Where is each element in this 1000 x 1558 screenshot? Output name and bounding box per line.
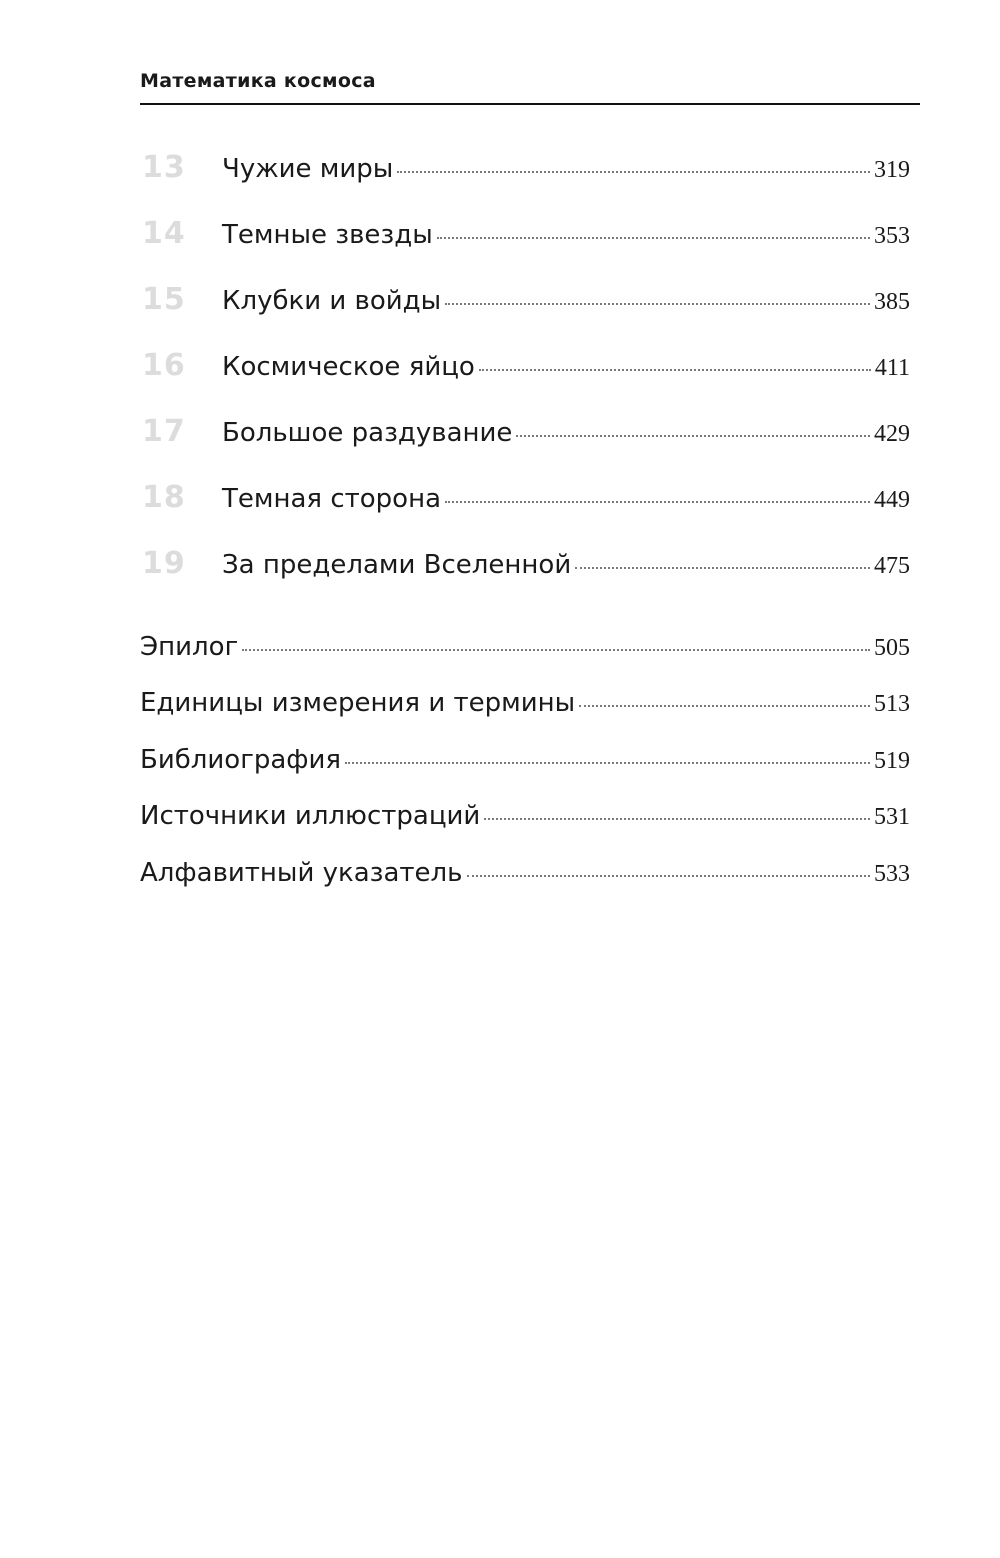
dot-leader bbox=[575, 567, 870, 569]
backmatter-title: Источники иллюстраций bbox=[140, 801, 481, 831]
toc-backmatter-entry[interactable] bbox=[140, 801, 910, 831]
chapter-number: 18 bbox=[142, 480, 186, 515]
page-number: 411 bbox=[874, 355, 910, 381]
page-number: 475 bbox=[874, 553, 910, 579]
chapter-number: 17 bbox=[142, 414, 186, 449]
backmatter-title: Эпилог bbox=[140, 632, 239, 662]
page-number: 429 bbox=[874, 421, 910, 447]
dot-leader bbox=[242, 649, 870, 651]
dot-leader bbox=[579, 705, 870, 707]
page-number: 519 bbox=[874, 748, 910, 774]
chapter-title: Темные звезды bbox=[222, 220, 433, 250]
toc-chapter-entry[interactable] bbox=[0, 216, 1000, 260]
backmatter-title: Библиография bbox=[140, 745, 342, 775]
toc-backmatter-entry[interactable] bbox=[140, 858, 910, 888]
toc-chapter-entry[interactable] bbox=[0, 414, 1000, 458]
page-number: 319 bbox=[874, 157, 910, 183]
chapter-title: Чужие миры bbox=[222, 154, 394, 184]
toc-chapter-entry[interactable] bbox=[0, 150, 1000, 194]
dot-leader bbox=[445, 303, 870, 305]
dot-leader bbox=[437, 237, 870, 239]
running-title: Математика космоса bbox=[140, 70, 376, 92]
chapter-title: Темная сторона bbox=[222, 484, 442, 514]
toc-chapter-entry[interactable] bbox=[0, 546, 1000, 590]
chapter-title: За пределами Вселенной bbox=[222, 550, 572, 580]
toc-backmatter-entry[interactable] bbox=[140, 632, 910, 662]
page-number: 533 bbox=[874, 861, 910, 887]
dot-leader bbox=[479, 369, 871, 371]
dot-leader bbox=[397, 171, 870, 173]
page-number: 385 bbox=[874, 289, 910, 315]
page-number: 531 bbox=[874, 804, 910, 830]
chapter-title: Большое раздувание bbox=[222, 418, 513, 448]
chapter-number: 15 bbox=[142, 282, 186, 317]
page-number: 505 bbox=[874, 635, 910, 661]
dot-leader bbox=[516, 435, 870, 437]
dot-leader bbox=[345, 762, 870, 764]
dot-leader bbox=[484, 818, 870, 820]
page-number: 449 bbox=[874, 487, 910, 513]
backmatter-title: Единицы измерения и термины bbox=[140, 688, 576, 718]
toc-chapter-entry[interactable] bbox=[0, 480, 1000, 524]
toc-backmatter-entry[interactable] bbox=[140, 745, 910, 775]
backmatter-title: Алфавитный указатель bbox=[140, 858, 463, 888]
toc-chapter-entry[interactable] bbox=[0, 282, 1000, 326]
toc-backmatter-entry[interactable] bbox=[140, 688, 910, 718]
chapter-title: Клубки и войды bbox=[222, 286, 442, 316]
page-number: 353 bbox=[874, 223, 910, 249]
header-rule bbox=[140, 103, 920, 105]
dot-leader bbox=[445, 501, 870, 503]
chapter-number: 13 bbox=[142, 150, 186, 185]
chapter-number: 14 bbox=[142, 216, 186, 251]
chapter-title: Космическое яйцо bbox=[222, 352, 475, 382]
toc-chapter-entry[interactable] bbox=[0, 348, 1000, 392]
chapter-number: 19 bbox=[142, 546, 186, 581]
page-number: 513 bbox=[874, 691, 910, 717]
chapter-number: 16 bbox=[142, 348, 186, 383]
dot-leader bbox=[467, 875, 871, 877]
